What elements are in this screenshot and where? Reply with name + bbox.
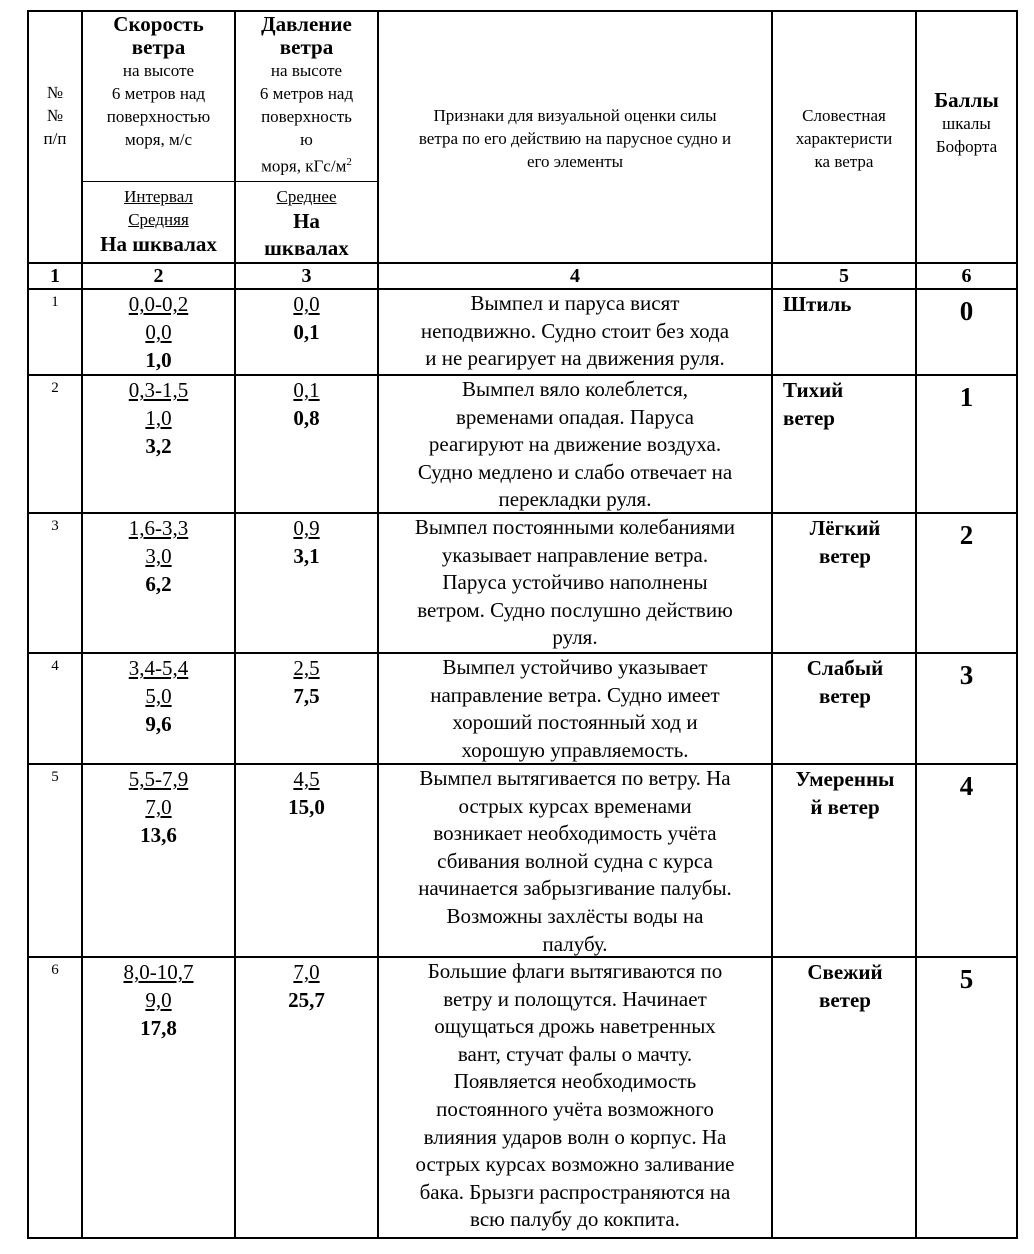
verbal-characteristic	[783, 514, 907, 570]
verbal-characteristic-line: й ветер	[810, 795, 880, 819]
signs-description-line: ощущаться дрожь наветренных	[434, 1014, 716, 1039]
signs-description-line: острых курсах возможно заливание	[415, 1152, 735, 1177]
column-divider	[915, 10, 917, 1239]
pressure-average: 0,1	[293, 378, 320, 402]
signs-description-line: Судно медлено и слабо отвечает на	[417, 459, 733, 484]
pressure-average: 0,0	[293, 292, 320, 316]
signs-description-line: неподвижно. Судно стоит без хода	[420, 318, 730, 343]
speed-average: 3,0	[145, 544, 172, 568]
beaufort-number: 0	[959, 296, 974, 326]
signs-description-line: постоянного учёта возможного	[436, 1096, 714, 1121]
signs-description-line: возникает необходимость учёта	[433, 821, 717, 846]
verbal-characteristic	[783, 654, 907, 710]
signs-description	[381, 290, 769, 373]
verbal-characteristic	[783, 290, 907, 318]
signs-description-line: хороший постоянный ход и	[452, 710, 698, 735]
speed-interval: 0,3-1,5	[128, 378, 189, 402]
header-pressure-subcolumns	[236, 185, 377, 262]
header-speed-sub: 6 метров над	[111, 84, 206, 103]
table-border-left	[27, 10, 29, 1239]
header-speed-sub: на высоте	[122, 61, 195, 80]
speed-interval: 3,4-5,4	[128, 656, 189, 680]
column-number: 4	[570, 265, 580, 287]
header-beaufort-sub: шкалы	[942, 114, 991, 133]
pressure-average: 0,9	[293, 516, 320, 540]
header-pressure-average: Среднее	[276, 187, 337, 206]
speed-average: 7,0	[145, 795, 172, 819]
pressure-gusts: 0,1	[293, 320, 320, 344]
signs-description-line: Появляется необходимость	[453, 1069, 697, 1094]
row-number: 2	[51, 380, 59, 396]
header-verbal-line: Словестная	[802, 106, 886, 125]
signs-description-line: перекладки руля.	[498, 487, 652, 512]
signs-description-line: всю палубу до кокпита.	[470, 1207, 680, 1232]
beaufort-number: 4	[959, 771, 974, 801]
verbal-characteristic-line: Свежий	[807, 960, 883, 984]
header-beaufort-sub: Бофорта	[935, 137, 998, 156]
header-signs	[379, 104, 771, 173]
column-number: 6	[961, 265, 972, 287]
header-interval: Интервал	[124, 187, 193, 206]
header-number	[29, 81, 81, 150]
header-pressure-title: Давление	[261, 12, 352, 36]
signs-description-line: реагируют на движение воздуха.	[428, 432, 722, 457]
speed-average: 9,0	[145, 988, 172, 1012]
signs-description-line: бака. Брызги распространяются на	[419, 1179, 731, 1204]
header-wind-pressure	[236, 13, 377, 178]
speed-interval: 5,5-7,9	[128, 767, 189, 791]
header-number-line: №	[46, 83, 64, 102]
column-divider	[377, 10, 379, 1239]
header-pressure-sub: ю	[300, 130, 313, 149]
header-pressure-unit-sup: 2	[346, 156, 352, 168]
table-border-right	[1016, 10, 1018, 1239]
pressure-average: 2,5	[293, 656, 320, 680]
verbal-characteristic	[783, 376, 907, 432]
signs-description-line: и не реагирует на движения руля.	[425, 346, 725, 371]
signs-description-line: Вымпел устойчиво указывает	[442, 655, 708, 679]
signs-description	[381, 376, 769, 514]
header-pressure-sub: на высоте	[270, 61, 343, 80]
header-pressure-unit-text: моря, кГс/м	[261, 156, 347, 176]
pressure-gusts: 7,5	[293, 684, 320, 708]
row-number: 1	[51, 294, 59, 310]
verbal-characteristic	[783, 765, 907, 821]
header-verbal-line: ка ветра	[814, 152, 874, 171]
signs-description	[381, 958, 769, 1234]
row-number: 4	[51, 658, 59, 674]
verbal-characteristic-line: Тихий	[783, 378, 844, 402]
header-pressure-sub: 6 метров над	[259, 84, 354, 103]
signs-description-line: палубу.	[542, 931, 608, 956]
header-speed-subcolumns	[83, 185, 234, 258]
signs-description-line: указывает направление ветра.	[441, 542, 709, 567]
header-pressure-unit	[236, 151, 377, 178]
verbal-characteristic-line: ветер	[819, 684, 871, 708]
pressure-average: 4,5	[293, 767, 320, 791]
speed-gusts: 6,2	[145, 572, 172, 596]
header-pressure-title: ветра	[279, 35, 334, 59]
speed-average: 1,0	[145, 406, 172, 430]
signs-description-line: ветром. Судно послушно действию	[417, 597, 733, 622]
header-gusts: На шквалах	[100, 232, 217, 256]
signs-description-line: Паруса устойчиво наполнены	[442, 570, 708, 595]
speed-gusts: 13,6	[140, 823, 177, 847]
beaufort-scale-table	[27, 10, 1018, 1239]
speed-gusts: 9,6	[145, 712, 172, 736]
header-signs-line: его элементы	[526, 152, 624, 171]
speed-average: 0,0	[145, 320, 172, 344]
signs-description-line: хорошую управляемость.	[461, 737, 689, 762]
speed-gusts: 17,8	[140, 1016, 177, 1040]
header-verbal-line: характеристи	[795, 129, 893, 148]
signs-description	[381, 654, 769, 764]
signs-description-line: Вымпел постоянными колебаниями	[414, 515, 736, 539]
header-speed-title: Скорость	[113, 12, 204, 36]
verbal-characteristic-line: ветер	[783, 406, 835, 430]
header-number-line: п/п	[43, 129, 67, 148]
signs-description-line: направление ветра. Судно имеет	[430, 682, 720, 707]
signs-description-line: острых курсах временами	[458, 793, 692, 818]
header-wind-speed	[83, 13, 234, 151]
pressure-gusts: 3,1	[293, 544, 320, 568]
column-number: 2	[153, 265, 164, 287]
signs-description-line: влияния ударов волн о корпус. На	[423, 1124, 727, 1149]
signs-description-line: ветру и полощутся. Начинает	[443, 986, 707, 1011]
signs-description-line: Возможны захлёсты воды на	[446, 903, 704, 928]
header-beaufort	[917, 89, 1016, 158]
header-number-line: №	[46, 106, 64, 125]
verbal-characteristic-line: ветер	[819, 544, 871, 568]
signs-description-line: Вымпел и паруса висят	[470, 291, 680, 315]
header-speed-sub: поверхностью	[106, 107, 211, 126]
beaufort-number: 2	[959, 520, 974, 550]
pressure-gusts: 25,7	[288, 988, 325, 1012]
speed-gusts: 3,2	[145, 434, 172, 458]
signs-description-line: Вымпел вытягивается по ветру. На	[419, 766, 731, 790]
signs-description	[381, 765, 769, 958]
verbal-characteristic-line: Штиль	[783, 292, 852, 316]
column-divider	[771, 10, 773, 1239]
header-verbal	[773, 104, 915, 173]
column-number: 1	[50, 265, 60, 287]
row-number: 3	[51, 518, 59, 534]
header-pressure-gusts: На	[293, 209, 320, 233]
speed-gusts: 1,0	[145, 348, 172, 372]
signs-description	[381, 514, 769, 652]
pressure-average: 7,0	[293, 960, 320, 984]
signs-description-line: сбивания волной судна с курса	[437, 848, 713, 873]
beaufort-number: 1	[959, 382, 974, 412]
subheader-divider	[81, 181, 379, 182]
row-number: 5	[51, 769, 59, 785]
signs-description-line: Вымпел вяло колеблется,	[461, 377, 688, 401]
pressure-gusts: 15,0	[288, 795, 325, 819]
row-number: 6	[51, 962, 59, 978]
verbal-characteristic-line: ветер	[819, 988, 871, 1012]
beaufort-number: 5	[959, 964, 974, 994]
beaufort-number: 3	[959, 660, 974, 690]
speed-interval: 0,0-0,2	[128, 292, 189, 316]
header-pressure-sub: поверхность	[261, 107, 352, 126]
column-number: 3	[301, 265, 312, 287]
header-speed-sub: моря, м/с	[124, 130, 193, 149]
signs-description-line: начинается забрызгивание палубы.	[418, 876, 732, 901]
verbal-characteristic	[783, 958, 907, 1014]
header-average: Средняя	[128, 210, 189, 229]
speed-interval: 1,6-3,3	[128, 516, 189, 540]
signs-description-line: вант, стучат фалы о мачту.	[457, 1041, 693, 1066]
verbal-characteristic-line: Лёгкий	[809, 516, 881, 540]
verbal-characteristic-line: Слабый	[806, 656, 884, 680]
verbal-characteristic-line: Умеренны	[795, 767, 895, 791]
header-beaufort-title: Баллы	[934, 88, 999, 112]
pressure-gusts: 0,8	[293, 406, 320, 430]
signs-description-line: временами опадая. Паруса	[455, 404, 694, 429]
header-speed-title: ветра	[131, 35, 186, 59]
signs-description-line: Большие флаги вытягиваются по	[427, 959, 723, 983]
header-signs-line: Признаки для визуальной оценки силы	[433, 106, 717, 125]
signs-description-line: руля.	[552, 625, 598, 650]
table-border-bottom	[27, 1237, 1018, 1239]
speed-average: 5,0	[145, 684, 172, 708]
column-number: 5	[839, 265, 849, 287]
header-pressure-gusts: шквалах	[264, 236, 349, 260]
header-signs-line: ветра по его действию на парусное судно и	[418, 129, 732, 148]
speed-interval: 8,0-10,7	[123, 960, 194, 984]
